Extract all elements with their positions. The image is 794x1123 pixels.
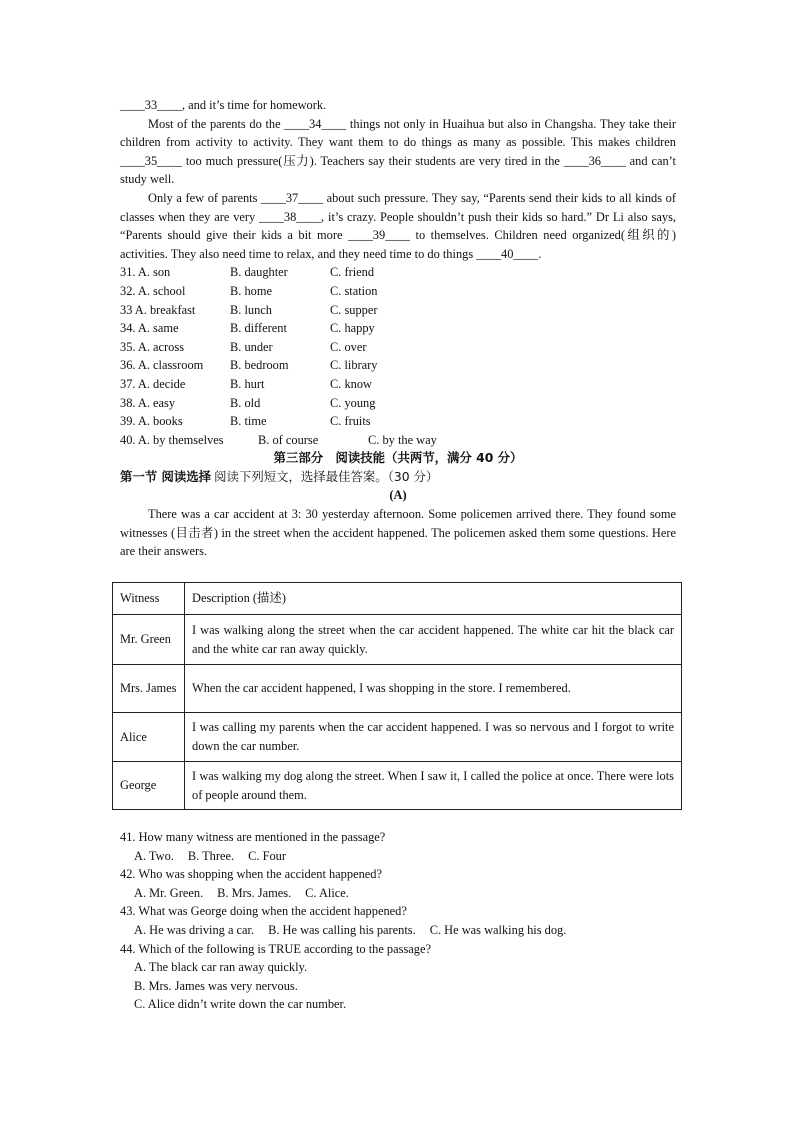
witness-description: I was walking along the street when the car accident happened. The white car hit the black car and the white car ran away quickly. [185,615,682,665]
passage-text: There was a car accident at 3: 30 yesterday afternoon. Some policemen arrived there. They found some witnesses (目击者) in the street when the accident happened. The policemen asked them some questions. Here are their answers. [120,507,676,559]
cloze-options [120,263,676,449]
option-b: B. daughter [230,265,288,280]
question-stem: 43. What was George doing when the accident happened? [120,904,407,919]
option-row-37 [120,375,676,394]
cloze-line-top: ____33____, and it’s time for homework. [120,98,327,112]
header-description: Description (描述) [185,583,682,615]
option-b: B. bedroom [230,358,289,373]
question-options [134,847,694,866]
section-instruction: 阅读下列短文，选择最佳答案。（30 分） [214,468,439,484]
option-row-34 [120,319,676,338]
option-a: 33 A. breakfast [120,302,196,317]
option-row-40 [120,431,676,450]
option-c: C. library [330,358,378,373]
table-row [113,713,682,762]
option-row-38 [120,394,676,413]
option-a: 39. A. books [120,414,183,429]
option-c: C. station [330,283,378,298]
witness-description: When the car accident happened, I was shopping in the store. I remembered. [185,665,682,713]
answer-option[interactable]: C. Alice didn’t write down the car number. [134,997,347,1012]
option-c: C. happy [330,321,375,336]
part-three-title: 第三部分 阅读技能（共两节，满分 40 分） [273,450,523,466]
cloze-paragraph-1: Most of the parents do the ____34____ things not only in Huaihua but also in Changsha. They take their children from activity to activity. They want them to do things as many as possible. This makes children ____35____ too much pressure(压力). Teachers say their students are very tired in the ____36____ and can’t study well. [120,116,676,187]
section-title: 第一节 阅读选择 [120,468,212,484]
question-42 [120,865,694,902]
question-stem: 41. How many witness are mentioned in the passage? [120,830,386,844]
cloze-paragraph-2: Only a few of parents ____37____ about such pressure. They say, “Parents send their kids to all kinds of classes when they are very ____38____, it’s crazy. People shouldn’t push their kids so hard.” Dr Li also says, “Parents should give their kids a bit more ____39____ to themselves. Children need organized(组织的) activities. They also need time to relax, and they need time to do things ____40____. [120,190,676,261]
option-a: 31. A. son [120,265,171,280]
option-b: B. old [230,395,261,410]
witness-description: I was calling my parents when the car accident happened. I was so nervous and I forgot to write down the car number. [185,713,682,762]
question-list [120,828,694,1014]
question-41 [120,828,694,865]
option-a: 34. A. same [120,321,179,336]
answer-option[interactable]: C. Four [248,848,286,863]
question-options [134,921,694,940]
option-c: C. young [330,395,376,410]
cloze-section [120,96,676,561]
option-row-33 [120,301,676,320]
option-c: C. over [330,339,367,354]
table-row [113,615,682,665]
answer-option[interactable]: B. Mrs. James was very nervous. [134,978,298,993]
answer-option[interactable]: A. Two. [134,848,174,863]
witness-name: Mrs. James [113,665,185,713]
option-b: B. home [230,283,272,298]
option-c: C. know [330,376,372,391]
option-b: B. lunch [230,302,272,317]
answer-option[interactable]: C. Alice. [305,885,349,900]
option-row-35 [120,338,676,357]
option-b: B. different [230,321,287,336]
option-a: 40. A. by themselves [120,432,224,447]
witness-table [112,582,682,810]
section-one-heading [120,468,676,487]
answer-option[interactable]: B. Three. [187,848,235,863]
option-c: C. by the way [368,432,437,447]
option-a: 32. A. school [120,283,186,298]
option-c: C. friend [330,265,375,280]
answer-option[interactable]: A. He was driving a car. [134,922,255,937]
option-b: B. under [230,339,273,354]
option-a: 35. A. across [120,339,185,354]
witness-description: I was walking my dog along the street. When I saw it, I called the police at once. There were lots of people around them. [185,762,682,810]
question-stem: 42. Who was shopping when the accident happened? [120,867,382,882]
question-options [134,958,694,1014]
witness-name: Alice [113,713,185,762]
table-row [113,762,682,810]
option-a: 36. A. classroom [120,358,204,373]
witness-name: George [113,762,185,810]
option-row-36 [120,356,676,375]
option-a: 37. A. decide [120,376,186,391]
option-b: B. time [230,414,267,429]
table-header-row [113,583,682,615]
header-witness: Witness [113,583,185,615]
question-43 [120,902,694,939]
option-row-39 [120,412,676,431]
passage-label: (A) [389,488,407,503]
question-stem: 44. Which of the following is TRUE according to the passage? [120,941,431,956]
answer-option[interactable]: B. He was calling his parents. [268,922,416,937]
option-row-31 [120,263,676,282]
answer-option[interactable]: B. Mrs. James. [217,885,292,900]
option-c: C. supper [330,302,378,317]
question-options [134,884,694,903]
witness-name: Mr. Green [113,615,185,665]
option-c: C. fruits [330,414,371,429]
table-row [113,665,682,713]
question-44 [120,940,694,1014]
answer-option[interactable]: A. The black car ran away quickly. [134,960,308,975]
option-row-32 [120,282,676,301]
option-a: 38. A. easy [120,395,176,410]
option-b: B. hurt [230,376,265,391]
answer-option[interactable]: C. He was walking his dog. [429,922,567,937]
answer-option[interactable]: A. Mr. Green. [134,885,204,900]
option-b: B. of course [258,432,319,447]
